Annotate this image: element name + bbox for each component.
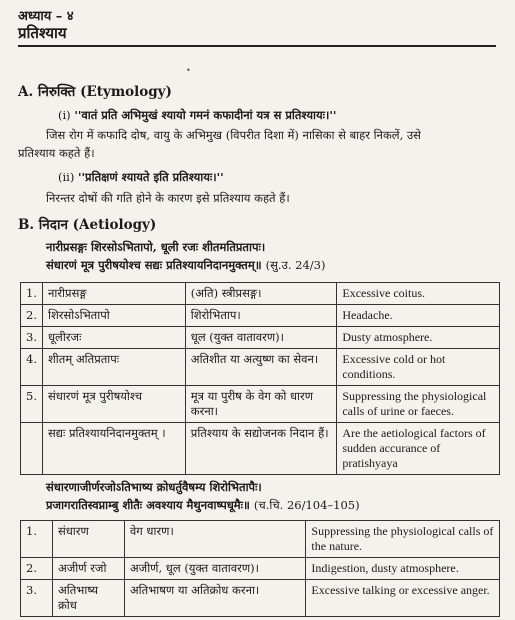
section-a-heading: A. निरुक्ति (Etymology) (18, 84, 172, 100)
english-meaning: Dusty atmosphere. (337, 327, 500, 349)
verse-1-line-2 (46, 258, 325, 273)
etymology-item-2 (58, 170, 224, 185)
table-row (21, 423, 500, 475)
hindi-meaning: (अति) स्त्रीप्रसङ्ग। (185, 283, 337, 305)
verse-1-reference: (सु.उ. 24/3) (265, 258, 326, 272)
chapter-number: अध्याय – ४ (18, 9, 74, 24)
verse-2-line-1: संधारणाजीर्णरजोऽतिभाष्य क्रोधर्तुवैषम्य शिरोभितापैः। (46, 480, 262, 494)
english-meaning: Excessive cold or hot conditions. (337, 349, 500, 386)
sanskrit-term: अतिभाष्य क्रोध (52, 580, 124, 617)
hindi-meaning: प्रतिश्याय के सद्योजनक निदान हैं। (185, 423, 337, 475)
item-2-text: ''प्रतिक्षणं श्यायते इति प्रतिश्यायः।'' (78, 170, 224, 184)
table-row (21, 327, 500, 349)
english-meaning: Indigestion, dusty atmosphere. (306, 558, 500, 580)
english-meaning: Excessive coitus. (337, 283, 500, 305)
sanskrit-term: संधारणं मूत्र पुरीषयोश्च (42, 386, 185, 423)
hindi-meaning: मूत्र या पुरीष के वेग को धारण करना। (185, 386, 337, 423)
sanskrit-term: शिरसोऽभितापो (42, 305, 185, 327)
etymology-para-1-line-2: प्रतिश्याय कहते हैं। (18, 146, 95, 160)
verse-1-line-1: नारीप्रसङ्गः शिरसोऽभितापो, धूली रजः शीतमतिप्रतापः। (46, 240, 266, 254)
hindi-meaning: धूल (युक्त वातावरण)। (185, 327, 337, 349)
table-row (21, 305, 500, 327)
verse-2-line-2-text: प्रजागरातिस्वप्नाम्बु शीतैः अवश्याय मैथुनवाष्पधूमैः॥ (46, 498, 250, 512)
english-meaning: Suppressing the physiological calls of urine or faeces. (337, 386, 500, 423)
title-underline (18, 45, 496, 47)
sanskrit-term: संधारण (52, 521, 124, 558)
hindi-meaning: अजीर्ण, धूल (युक्त वातावरण)। (124, 558, 306, 580)
sanskrit-term: अजीर्ण रजो (52, 558, 124, 580)
aetiology-table-1 (20, 282, 500, 475)
page-title: प्रतिश्याय (18, 24, 67, 42)
english-meaning: Suppressing the physiological calls of the nature. (306, 521, 500, 558)
hindi-meaning: शिरोभिताप। (185, 305, 337, 327)
row-number: 3. (21, 327, 43, 349)
print-speck: • (186, 66, 191, 75)
table-row (21, 580, 500, 617)
item-1-text: ''वातं प्रति अभिमुखं श्यायो गमनं कफादीनां यत्र स प्रतिश्यायः।'' (74, 108, 337, 122)
verse-2-reference: (च.चि. 26/104–105) (253, 498, 360, 512)
verse-2-line-2 (46, 498, 360, 513)
row-number: 1. (21, 283, 43, 305)
english-meaning: Are the aetiological factors of sudden accurance of pratishyaya (337, 423, 500, 475)
hindi-meaning: अतिभाषण या अतिक्रोध करना। (124, 580, 306, 617)
table-row (21, 521, 500, 558)
etymology-para-1-line-1: जिस रोग में कफादि दोष, वायु के अभिमुख (विपरीत दिशा में) नासिका से बाहर निकलें, उसे (46, 128, 421, 142)
verse-1-line-2-text: संधारणं मूत्र पुरीषयोश्च सद्यः प्रतिश्यायनिदानमुक्तम्॥ (46, 258, 262, 272)
sanskrit-term: सद्यः प्रतिश्यायनिदानमुक्तम् । (42, 423, 185, 475)
item-2-label: (ii) (58, 170, 75, 184)
row-number: 2. (21, 558, 53, 580)
english-meaning: Headache. (337, 305, 500, 327)
aetiology-table-2 (20, 520, 500, 617)
row-number: 2. (21, 305, 43, 327)
sanskrit-term: नारीप्रसङ्ग (42, 283, 185, 305)
section-b-heading: B. निदान (Aetiology) (18, 217, 157, 233)
row-number (21, 423, 43, 475)
sanskrit-term: धूलीरजः (42, 327, 185, 349)
table-row (21, 283, 500, 305)
etymology-item-1 (58, 108, 336, 123)
hindi-meaning: अतिशीत या अत्युष्ण का सेवन। (185, 349, 337, 386)
table-row (21, 558, 500, 580)
english-meaning: Excessive talking or excessive anger. (306, 580, 500, 617)
row-number: 4. (21, 349, 43, 386)
table-row (21, 386, 500, 423)
etymology-para-2: निरन्तर दोषों की गति होने के कारण इसे प्रतिश्याय कहते हैं। (46, 191, 290, 205)
sanskrit-term: शीतम् अतिप्रतापः (42, 349, 185, 386)
item-1-label: (i) (58, 108, 71, 122)
row-number: 1. (21, 521, 53, 558)
row-number: 3. (21, 580, 53, 617)
hindi-meaning: वेग धारण। (124, 521, 306, 558)
row-number: 5. (21, 386, 43, 423)
table-row (21, 349, 500, 386)
